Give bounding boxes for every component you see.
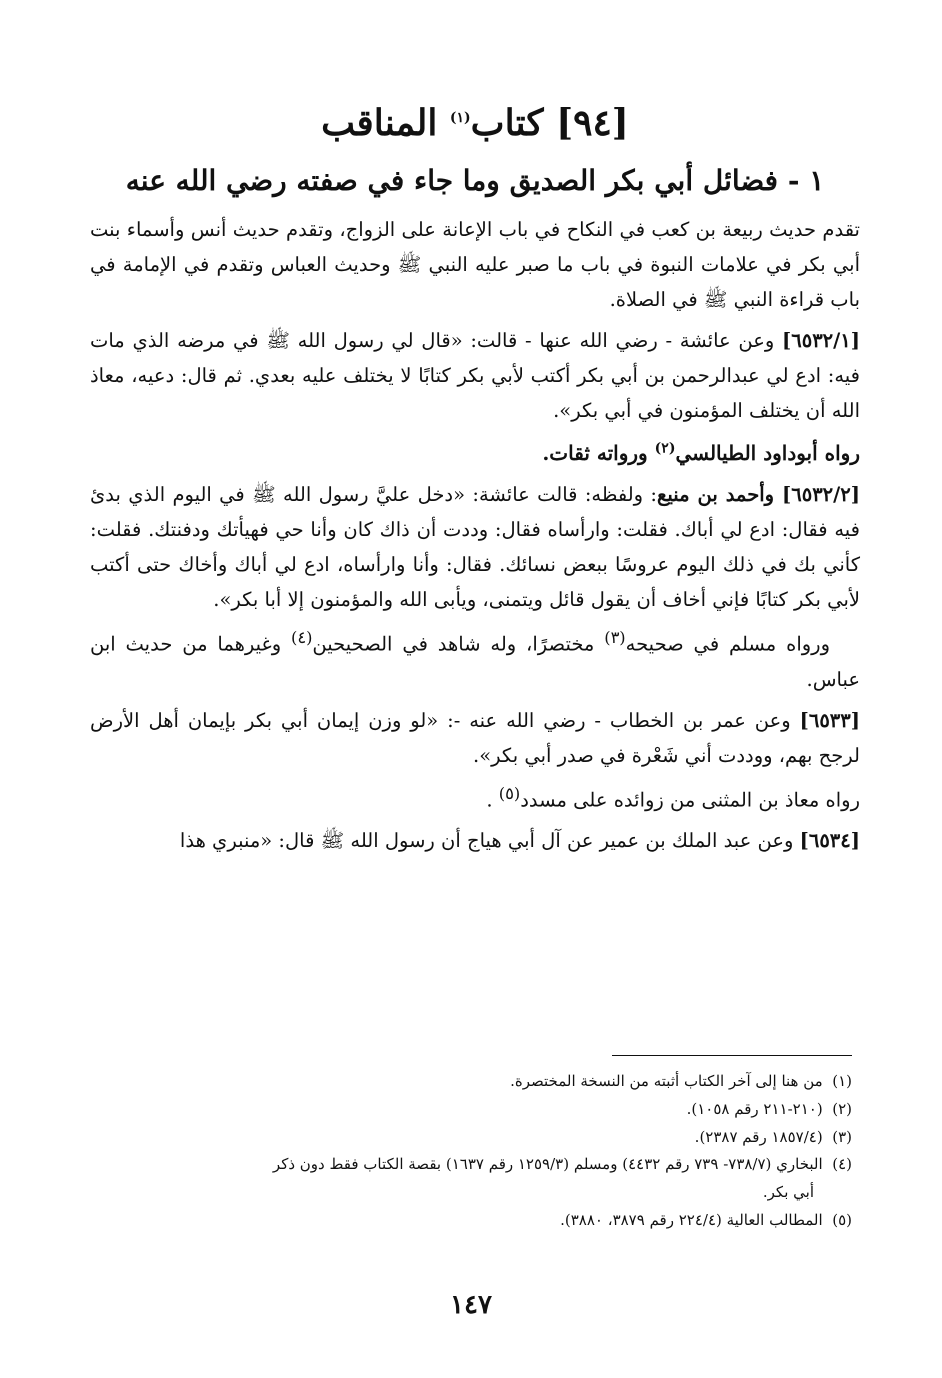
- hadith-number: [٦٥٣٣]: [799, 708, 860, 732]
- narration-text: رواه أبوداود الطيالسي: [675, 440, 860, 465]
- intro-paragraph: تقدم حديث ربيعة بن كعب في النكاح في باب الإعانة على الزواج، وتقدم حديث أنس وأسماء بنت أبي بكر في علامات النبوة في باب ما صبر عليه النبي ﷺ وحديث العباس وتقدم في الإمامة في باب قراءة النبي ﷺ في الصلاة.: [90, 217, 860, 312]
- footnote-mark: (٣): [832, 1127, 852, 1146]
- footnote: [92, 1124, 852, 1152]
- narration-text: ورواه مسلم في صحيحه: [625, 632, 830, 656]
- footnote-ref[interactable]: (٣): [604, 627, 626, 647]
- footnote-ref[interactable]: (٥): [498, 783, 521, 803]
- book-title-text: [٩٤] كتاب: [470, 102, 629, 144]
- footnote-ref[interactable]: (٤): [291, 627, 313, 647]
- hadith-text: : ولفظه: قالت عائشة: «دخل عليَّ رسول الله ﷺ في اليوم الذي بدئ فيه فقال: ادع لي أباك. فقلت: وارأساه فقال: وددت أن ذاك كان وأنا حي فهيأتك ودفنتك. فقلت: كأني بك في ذلك اليوم عروسًا ببعض نسائك. فقال: وأنا وارأساه، ادع لي أباك وأخاك حتى أكتب لأبي بكر كتابًا فإني أخاف أن يقول قائل ويتمنى، ويأبى الله والمؤمنون إلا أبا بكر».: [90, 482, 860, 611]
- page-body: [90, 100, 860, 864]
- narration-text-end: .: [486, 788, 499, 812]
- narration-note: [90, 435, 860, 471]
- book-title-text-end: المناقب: [321, 102, 450, 144]
- hadith-paragraph: [90, 823, 860, 858]
- footnote-mark: (٥): [832, 1210, 852, 1229]
- footnote: [92, 1068, 852, 1096]
- hadith-text: وعن عمر بن الخطاب - رضي الله عنه -: «لو وزن إيمان أبي بكر بإيمان أهل الأرض لرجح بهم، ووددت أني شَعْرة في صدر أبي بكر».: [90, 708, 860, 767]
- narration-note: [90, 623, 860, 697]
- footnote-text: (١٨٥٧/٤ رقم ٢٣٨٧).: [694, 1127, 823, 1146]
- chapter-title: ١ - فضائل أبي بكر الصديق وما جاء في صفته رضي الله عنه: [125, 163, 825, 197]
- book-title: [90, 100, 860, 147]
- narration-text: رواه معاذ بن المثنى من زوائده على مسدد: [520, 788, 860, 812]
- hadith-text: وعن عبد الملك بن عمير عن آل أبي هياج أن رسول الله ﷺ قال: «منبري هذا: [179, 829, 800, 853]
- hadith-text: وعن عائشة - رضي الله عنها - قالت: «قال لي رسول الله ﷺ في مرضه الذي مات فيه: ادع لي عبدالرحمن بن أبي بكر أكتب لأبي بكر كتابًا لا يختلف عليه بعدي. ثم قال: دعيه، معاذ الله أن يختلف المؤمنون في أبي بكر».: [90, 329, 860, 423]
- hadith-paragraph: [90, 477, 860, 617]
- footnote: [92, 1207, 852, 1235]
- footnote-text: من هنا إلى آخر الكتاب أثبته من النسخة المختصرة.: [510, 1072, 823, 1090]
- footnote: [92, 1096, 852, 1124]
- footnote-continuation: أبي بكر.: [762, 1183, 814, 1201]
- footnote: [92, 1151, 852, 1179]
- footnote-mark: (١): [832, 1072, 852, 1090]
- footnote-mark: (٤): [832, 1155, 852, 1174]
- narration-text: مختصرًا، وله شاهد في الصحيحين: [312, 632, 605, 656]
- footnote-text: (٢١٠-٢١١ رقم ١٠٥٨).: [686, 1099, 823, 1118]
- footnote-text: المطالب العالية (٢٢٤/٤ رقم ٣٨٧٩، ٣٨٨٠).: [560, 1210, 823, 1229]
- page-number: ١٤٧: [450, 1290, 492, 1320]
- footnote-ref[interactable]: (٢): [654, 439, 676, 456]
- footnote-separator: [612, 1055, 852, 1056]
- hadith-source: وأحمد بن منيع: [656, 482, 783, 506]
- hadith-number: [٦٥٣٢/٢]: [782, 482, 860, 506]
- hadith-number: [٦٥٣٤]: [799, 829, 860, 853]
- narration-text-end: ورواته ثقات.: [542, 440, 655, 465]
- hadith-paragraph: [90, 323, 860, 428]
- footnote-text: البخاري (٧٣٨/٧- ٧٣٩ رقم ٤٤٣٢) ومسلم (١٢٥٩/٣ رقم ١٦٣٧) بقصة الكتاب فقط دون ذكر: [272, 1155, 823, 1174]
- footnote-mark: (٢): [832, 1099, 852, 1118]
- footnote-ref[interactable]: (١): [449, 110, 471, 126]
- narration-note: [90, 779, 860, 818]
- hadith-number: [٦٥٣٢/١]: [782, 329, 860, 353]
- narration-text: وغيرهما من حديث ابن عباس.: [90, 632, 860, 691]
- footnotes: [92, 1068, 852, 1235]
- hadith-paragraph: [90, 703, 860, 773]
